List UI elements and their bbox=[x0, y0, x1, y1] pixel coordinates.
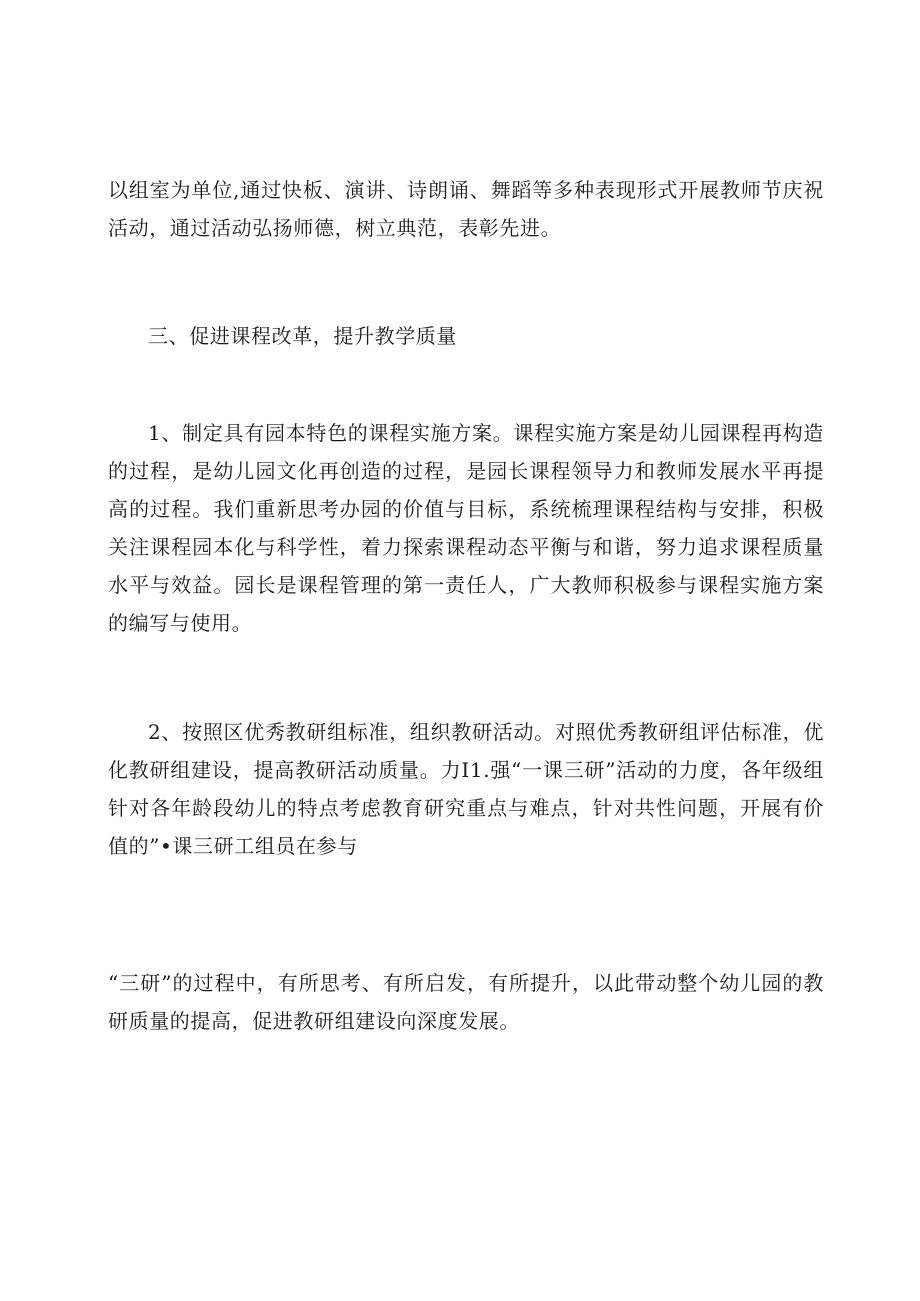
section-heading-curriculum-reform: 三、促进课程改革，提升教学质量 bbox=[148, 324, 457, 348]
paragraph-curriculum-plan: 1、制定具有园本特色的课程实施方案。课程实施方案是幼儿园课程再构造的过程，是幼儿园文化再创造的过程，是园长课程领导力和教师发展水平再提高的过程。我们重新思考办园的价值与目标，系统梳理课程结构与安排，积极关注课程园本化与科学性，着力探索课程动态平衡与和谐，努力追求课程质量水平与效益。园长是课程管理的第一责任人，广大教师积极参与课程实施方案的编写与使用。 bbox=[108, 421, 824, 635]
paragraph-research-group: 2、按照区优秀教研组标准，组织教研活动。对照优秀教研组评估标准，优化教研组建设，提高教研活动质量。力I1.强“一课三研”活动的力度，各年级组针对各年龄段幼儿的特点考虑教育研究重点与难点，针对共性问题，开展有价值的”•课三研工组员在参与 bbox=[108, 720, 824, 858]
paragraph-research-quality: “三研”的过程中，有所思考、有所启发，有所提升，以此带动整个幼儿园的教研质量的提高，促进教研组建设向深度发展。 bbox=[108, 971, 824, 1033]
paragraph-teachers-day-activity: 以组室为单位,通过快板、演讲、诗朗诵、舞蹈等多种表现形式开展教师节庆祝活动，通过活动弘扬师德，树立典范，表彰先进。 bbox=[108, 178, 824, 240]
